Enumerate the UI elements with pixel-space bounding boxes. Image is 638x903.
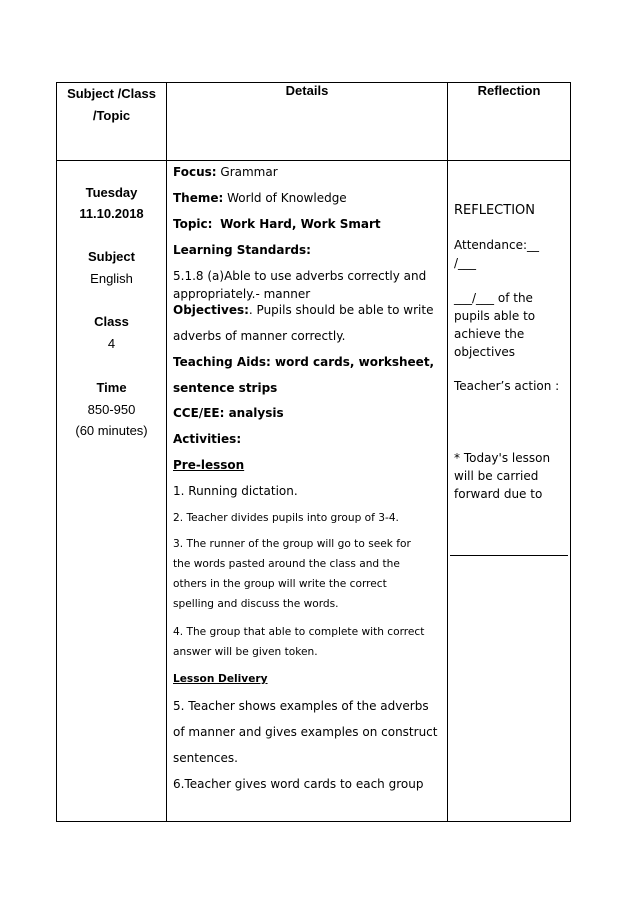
content-row	[57, 161, 571, 822]
header-subject-class-topic	[57, 83, 167, 161]
focus-label: Focus:	[173, 165, 217, 179]
teaching-aids-line1: Teaching Aids: word cards, worksheet,	[173, 355, 435, 369]
note-line3: forward due to	[454, 487, 543, 501]
header-row	[57, 83, 571, 161]
topic-line	[173, 217, 443, 231]
subject-label: Subject	[88, 249, 135, 264]
step-6: 6.Teacher gives word cards to each group	[173, 777, 424, 791]
pre-lesson-heading: Pre-lesson	[173, 458, 245, 472]
step-5-line3: sentences.	[173, 751, 238, 765]
learning-standards-label: Learning Standards:	[173, 243, 311, 257]
step-5-line1: 5. Teacher shows examples of the adverbs	[173, 699, 429, 713]
header-col1-line2: /Topic	[92, 108, 131, 123]
date: 11.10.2018	[79, 206, 144, 221]
duration: (60 minutes)	[75, 423, 148, 438]
step-3-line4: spelling and discuss the words.	[173, 598, 339, 610]
objectives-line1	[173, 303, 443, 317]
answer-underline	[450, 555, 568, 556]
attendance-line1: Attendance:__	[454, 238, 539, 252]
class-label: Class	[94, 314, 129, 329]
lesson-delivery-heading: Lesson Delivery	[173, 673, 268, 685]
activities-label: Activities:	[173, 432, 242, 446]
header-col1-line1: Subject /Class	[67, 86, 156, 101]
step-3-line1: 3. The runner of the group will go to seek for	[173, 538, 411, 550]
class-value: 4	[107, 336, 116, 351]
pupils-line1: ___/___ of the	[454, 291, 533, 305]
note-line2: will be carried	[454, 469, 539, 483]
time-value: 850-950	[87, 402, 136, 417]
objectives-label: Objectives:	[173, 303, 249, 317]
step-5-line2: of manner and gives examples on construct	[173, 725, 438, 739]
header-reflection: Reflection	[448, 83, 571, 161]
focus-value: Grammar	[220, 165, 278, 179]
learning-standard-line2: appropriately.- manner	[173, 287, 311, 301]
topic-value: Work Hard, Work Smart	[220, 217, 381, 231]
details-cell	[167, 161, 448, 822]
header-details: Details	[167, 83, 448, 161]
teaching-aids-line2: sentence strips	[173, 381, 278, 395]
note-line1: * Today's lesson	[454, 451, 551, 465]
objectives-text1: . Pupils should be able to write	[248, 303, 434, 317]
pupils-line4: objectives	[454, 345, 516, 359]
learning-standard-line1: 5.1.8 (a)Able to use adverbs correctly and	[173, 269, 427, 283]
step-3-line3: others in the group will write the correct	[173, 578, 387, 590]
pupils-line2: pupils able to	[454, 309, 536, 323]
attendance-line2: /___	[454, 256, 477, 270]
step-2: 2. Teacher divides pupils into group of 3-4.	[173, 512, 399, 524]
step-4-line2: answer will be given token.	[173, 646, 318, 658]
step-4-line1: 4. The group that able to complete with correct	[173, 626, 425, 638]
theme-line	[173, 191, 443, 205]
theme-label: Theme:	[173, 191, 224, 205]
focus-line	[173, 165, 443, 179]
day: Tuesday	[85, 185, 138, 200]
time-label: Time	[96, 380, 127, 395]
lesson-plan-table	[56, 82, 571, 822]
teacher-action: Teacher’s action :	[454, 379, 560, 393]
reflection-title: REFLECTION	[454, 203, 535, 218]
pupils-line3: achieve the	[454, 327, 525, 341]
reflection-cell	[448, 161, 571, 822]
lesson-info-cell	[57, 161, 167, 822]
cce-line: CCE/EE: analysis	[173, 406, 284, 420]
step-1: 1. Running dictation.	[173, 484, 298, 498]
objectives-line2: adverbs of manner correctly.	[173, 329, 346, 343]
step-3-line2: the words pasted around the class and the	[173, 558, 400, 570]
theme-value: World of Knowledge	[227, 191, 347, 205]
subject-value: English	[90, 271, 133, 286]
topic-label: Topic:	[173, 217, 213, 231]
